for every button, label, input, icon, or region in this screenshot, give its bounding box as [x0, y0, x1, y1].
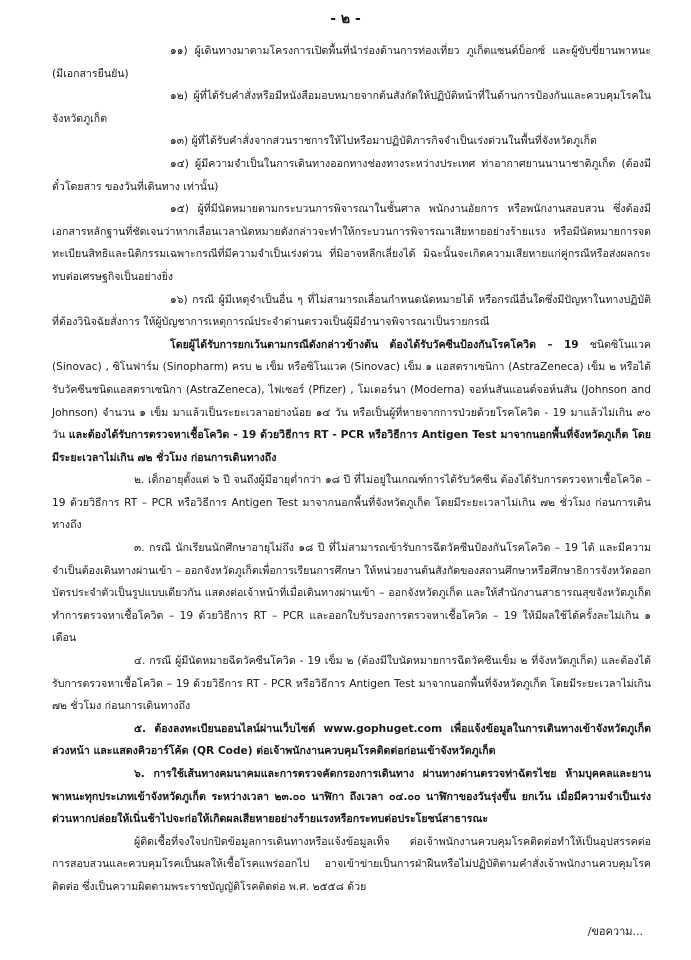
clause-6: ๖. การใช้เส้นทางคมนาคมและการตรวจคัดกรองการเดินทาง ผ่านทางด่านตรวจท่าฉัตรไชย ห้ามบุคคลและยานพาหนะทุกประเภทเข้าจังหวัดภูเก็ต ระหว่างเวลา ๒๓.๐๐ นาฬิกา ถึงเวลา ๐๔.๐๐ นาฬิกาของวันรุ่งขึ้น ยกเว้น เมื่อมีความจำเป็นเร่งด่วนหากปล่อยให้เนิ่นช้าไปจะก่อให้เกิดผลเสียหายอย่างร้ายแรงหรือกระทบต่อประโยชน์สาธารณะ [52, 768, 651, 826]
clause-3: ๓. กรณี นักเรียนนักศึกษาอายุไม่ถึง ๑๘ ปี ที่ไม่สามารถเข้ารับการฉีดวัคซีนป้องกันโรคโควิด – 19 ได้ และมีความจำเป็นต้องเดินทางผ่านเข้า – ออกจังหวัดภูเก็ตเพื่อการเรียนการศึกษา ให้หน่วยงานต้นสังกัดของสถานศึกษาหรือศึกษาธิการจังหวัดออกบัตรประจำตัวเป็นรูปแบบเดียวกัน แสดงต่อเจ้าหน้าที่เมื่อเดินทางผ่านเข้า – ออกจังหวัดภูเก็ต และให้สำนักงานสาธารณสุขจังหวัดภูเก็ตทำการตรวจหาเชื้อโควิด – 19 ด้วยวิธีการ RT – PCR และออกใบรับรองการตรวจหาเชื้อโควิด – 19 ให้มีผลใช้ได้ครั้งละไม่เกิน ๑ เดือน [52, 542, 651, 645]
vaccine-requirement-text: ชนิดซิโนแวค (Sinovac) , ซิโนฟาร์ม (Sinopharm) ครบ ๒ เข็ม หรือซิโนแวค (Sinovac) เข็ม ๑ แอสตราเซนิกา (AstraZeneca) เข็ม ๒ หรือได้รับวัคซีนชนิดแอสตราเซนิกา (AstraZeneca), ไฟเซอร์ (Pfizer) , โมเดอร์นา (Moderna) จอห์นสันแอนด์จอห์นสัน (Johnson and Johnson) จำนวน ๑ เข็ม มาแล้วเป็นระยะเวลาอย่างน้อย ๑๔ วัน หรือเป็นผู้ที่หายจากการป่วยด้วยโรคโควิด - 19 มาแล้วไม่เกิน ๙๐ วัน [52, 338, 651, 442]
item-16: ๑๖) กรณี ผู้มีเหตุจำเป็นอื่น ๆ ที่ไม่สามารถเลื่อนกำหนดนัดหมายได้ หรือกรณีอื่นใดซึ่งมีปัญหาในทางปฏิบัติที่ต้องวินิจฉัยสั่งการ ให้ผู้บัญชาการเหตุการณ์ประจำด่านตรวจเป็นผู้มีอำนาจพิจารณาเป็นรายกรณี [52, 293, 651, 329]
item-11: ๑๑) ผู้เดินทางมาตามโครงการเปิดพื้นที่นำร่องด้านการท่องเที่ยว ภูเก็ตแซนด์บ็อกซ์ และผู้ขับขี่ยานพาหนะ (มีเอกสารยืนยัน) [52, 45, 651, 80]
continuation-marker: /ขอความ... [587, 925, 643, 938]
item-13: ๑๓) ผู้ที่ได้รับคำสั่งจากส่วนราชการให้ไปหรือมาปฏิบัติภารกิจจำเป็นเร่งด่วนในพื้นที่จังหวัดภูเก็ต [170, 135, 597, 148]
clause-2: ๒. เด็กอายุตั้งแต่ ๖ ปี จนถึงผู้มีอายุต่ำกว่า ๑๘ ปี ที่ไม่อยู่ในเกณฑ์การได้รับวัคซีน ต้องได้รับการตรวจหาเชื้อโควิด – 19 ด้วยวิธีการ RT – PCR หรือวิธีการ Antigen Test มาจากนอกพื้นที่จังหวัดภูเก็ต โดยมีระยะเวลาไม่เกิน ๗๒ ชั่วโมง ก่อนการเดินทางถึง [52, 474, 651, 532]
document-body [52, 40, 651, 899]
page-number: - ๒ - [330, 11, 361, 27]
clause-4: ๔. กรณี ผู้มีนัดหมายฉีดวัคซีนโควิด - 19 เข็ม ๒ (ต้องมีใบนัดหมายการฉีดวัคซีนเข็ม ๒ ที่จังหวัดภูเก็ต) และต้องได้รับการตรวจหาเชื้อโควิด – 19 ด้วยวิธีการ RT - PCR หรือวิธีการ Antigen Test มาจากนอกพื้นที่จังหวัดภูเก็ต โดยมีระยะเวลาไม่เกิน ๗๒ ชั่วโมง ก่อนการเดินทางถึง [52, 655, 651, 713]
vaccine-requirement-lead: โดยผู้ได้รับการยกเว้นตามกรณีดังกล่าวข้างต้น ต้องได้รับวัคซีนป้องกันโรคโควิด – 19 [170, 338, 579, 351]
item-15: ๑๕) ผู้ที่มีนัดหมายตามกระบวนการพิจารณาในชั้นศาล พนักงานอัยการ หรือพนักงานสอบสวน ซึ่งต้องมีเอกสารหลักฐานที่ชัดเจนว่าหากเลื่อนเวลานัดหมายดังกล่าวจะทำให้กระบวนการพิจารณาเสียหายอย่างร้ายแรง หรือมีนัดหมายการจดทะเบียนสิทธิและนิติกรรมเฉพาะกรณีที่มีความจำเป็นเร่งด่วน ที่มิอาจหลีกเลี่ยงได้ มิฉะนั้นจะเกิดความเสียหายแก่คู่กรณีหรือส่งผลกระทบต่อเศรษฐกิจเป็นอย่างยิ่ง [52, 203, 651, 283]
item-14: ๑๔) ผู้มีความจำเป็นในการเดินทางออกทางช่องทางระหว่างประเทศ ท่าอากาศยานนานาชาติภูเก็ต (ต้องมีตั๋วโดยสาร ของวันที่เดินทาง เท่านั้น) [52, 157, 651, 193]
penalty-paragraph: ผู้ติดเชื้อที่จงใจปกปิดข้อมูลการเดินทางหรือแจ้งข้อมูลเท็จ ต่อเจ้าพนักงานควบคุมโรคติดต่อทำให้เป็นอุปสรรคต่อการสอบสวนและควบคุมโรคเป็นผลให้เชื้อโรคแพร่ออกไป อาจเข้าข่ายเป็นการฝ่าฝืนหรือไม่ปฏิบัติตามคำสั่งเจ้าพนักงานควบคุมโรคติดต่อ ซึ่งเป็นความผิดตามพระราชบัญญัติโรคติดต่อ พ.ศ. ๒๕๕๘ ด้วย [52, 835, 651, 893]
clause-5: ๕. ต้องลงทะเบียนออนไลน์ผ่านเว็บไซต์ www.gophuget.com เพื่อแจ้งข้อมูลในการเดินทางเข้าจังหวัดภูเก็ตล่วงหน้า และแสดงคิวอาร์โค้ด (QR Code) ต่อเจ้าพนักงานควบคุมโรคติดต่อก่อนเข้าจังหวัดภูเก็ต [52, 722, 651, 758]
item-12: ๑๒) ผู้ที่ได้รับคำสั่งหรือมีหนังสือมอบหมายจากต้นสังกัดให้ปฏิบัติหน้าที่ในด้านการป้องกันและควบคุมโรคในจังหวัดภูเก็ต [52, 90, 651, 125]
vaccine-requirement [52, 334, 651, 470]
vaccine-requirement-tail: และต้องได้รับการตรวจหาเชื้อโควิด - 19 ด้วยวิธีการ RT - PCR หรือวิธีการ Antigen Test มาจากนอกพื้นที่จังหวัดภูเก็ต โดยมีระยะเวลาไม่เกิน ๗๒ ชั่วโมง ก่อนการเดินทางถึง [52, 429, 651, 464]
